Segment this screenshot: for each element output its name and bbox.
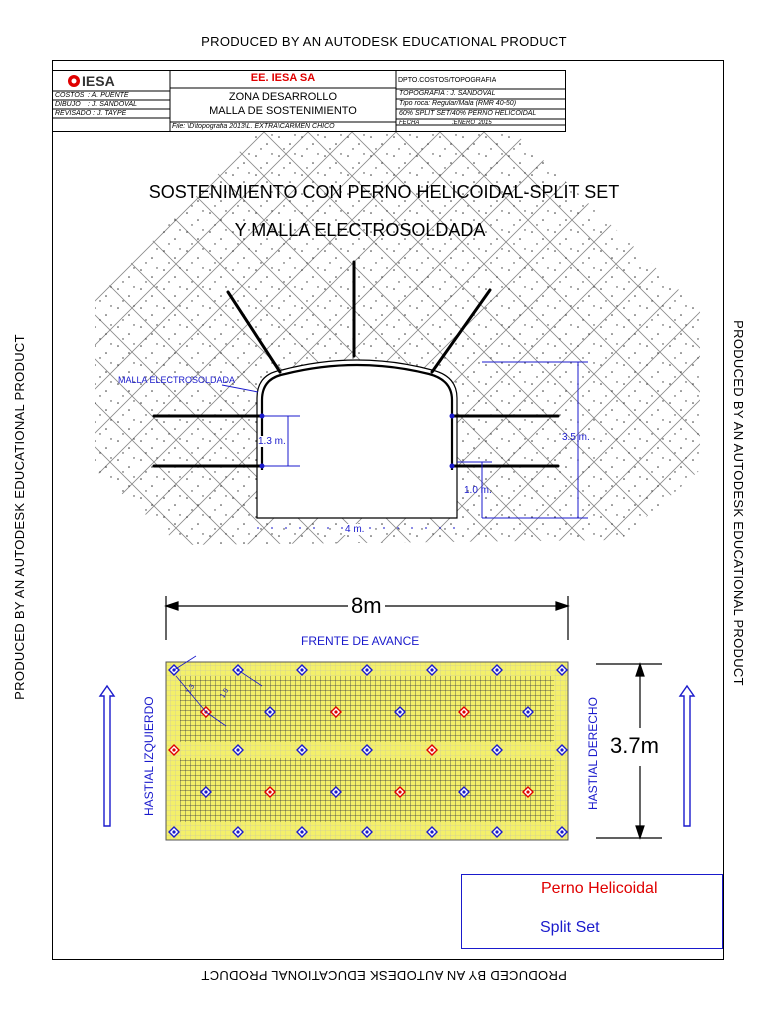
tunnel-section	[257, 360, 457, 518]
costos-value: : A. PUENTE	[88, 92, 129, 99]
title-block	[52, 70, 566, 132]
title-line-2: Y MALLA ELECTROSOLDADA	[234, 220, 486, 240]
dim-width: 4 m.	[345, 524, 365, 535]
right-arrow	[680, 686, 694, 826]
dim-bolt-spacing: 1.3 m.	[258, 436, 286, 447]
file-path: File: \D\topografia 2013\L. EXTRA\CARMEN CHICO	[172, 123, 335, 130]
logo-text: IESA	[82, 73, 115, 89]
watermark-bottom: PRODUCED BY AN AUTODESK EDUCATIONAL PRODUCT	[201, 968, 567, 983]
legend-split-set: Split Set	[540, 919, 600, 936]
front-label: FRENTE DE AVANCE	[301, 634, 420, 648]
plan-length: 8m	[348, 593, 385, 619]
mesh-label: MALLA ELECTROSOLDADA	[118, 375, 236, 385]
fecha-label: FECHA	[399, 120, 420, 126]
plan-height: 3.7m	[610, 733, 659, 758]
zona-label: ZONA DESARROLLO	[228, 91, 338, 103]
watermark-right: PRODUCED BY AN AUTODESK EDUCATIONAL PRODUCT	[731, 320, 746, 686]
left-wall-label: HASTIAL IZQUIERDO	[142, 696, 156, 816]
dibujo-value: : J. SANDOVAL	[88, 101, 138, 108]
dim-floor: 1.0 m.	[464, 485, 492, 496]
watermark-top: PRODUCED BY AN AUTODESK EDUCATIONAL PRODUCT	[201, 34, 567, 49]
spacing-a: 1.3	[185, 683, 197, 696]
legend-helicoidal: Perno Helicoidal	[541, 880, 658, 897]
dim-height: 3.5 m.	[562, 432, 590, 443]
costos-label: COSTOS	[55, 92, 85, 99]
spacing-b: 1.0	[219, 687, 231, 700]
revisado: REVISADO : J. TAYPE	[55, 110, 127, 117]
dibujo-label: DIBUJO	[55, 101, 81, 108]
company-name: EE. IESA SA	[250, 72, 316, 84]
left-arrow	[100, 686, 114, 826]
department: DPTO.COSTOS/TOPOGRAFIA	[398, 77, 497, 84]
fecha-value: :ENERO_2015	[452, 120, 492, 126]
tipo-roca: Tipo roca: Regular/Mala (RMR 40-50)	[399, 100, 517, 107]
watermark-left: PRODUCED BY AN AUTODESK EDUCATIONAL PRODUCT	[12, 334, 27, 700]
malla-label: MALLA DE SOSTENIMIENTO	[209, 105, 357, 117]
topografia: TOPOGRAFIA : J. SANDOVAL	[399, 90, 496, 97]
split-ratio: 60% SPLIT SET/40% PERNO HELICOIDAL	[399, 110, 537, 117]
right-wall-label: HASTIAL DERECHO	[586, 697, 600, 810]
title-line-1: SOSTENIMIENTO CON PERNO HELICOIDAL-SPLIT SET	[148, 182, 620, 202]
